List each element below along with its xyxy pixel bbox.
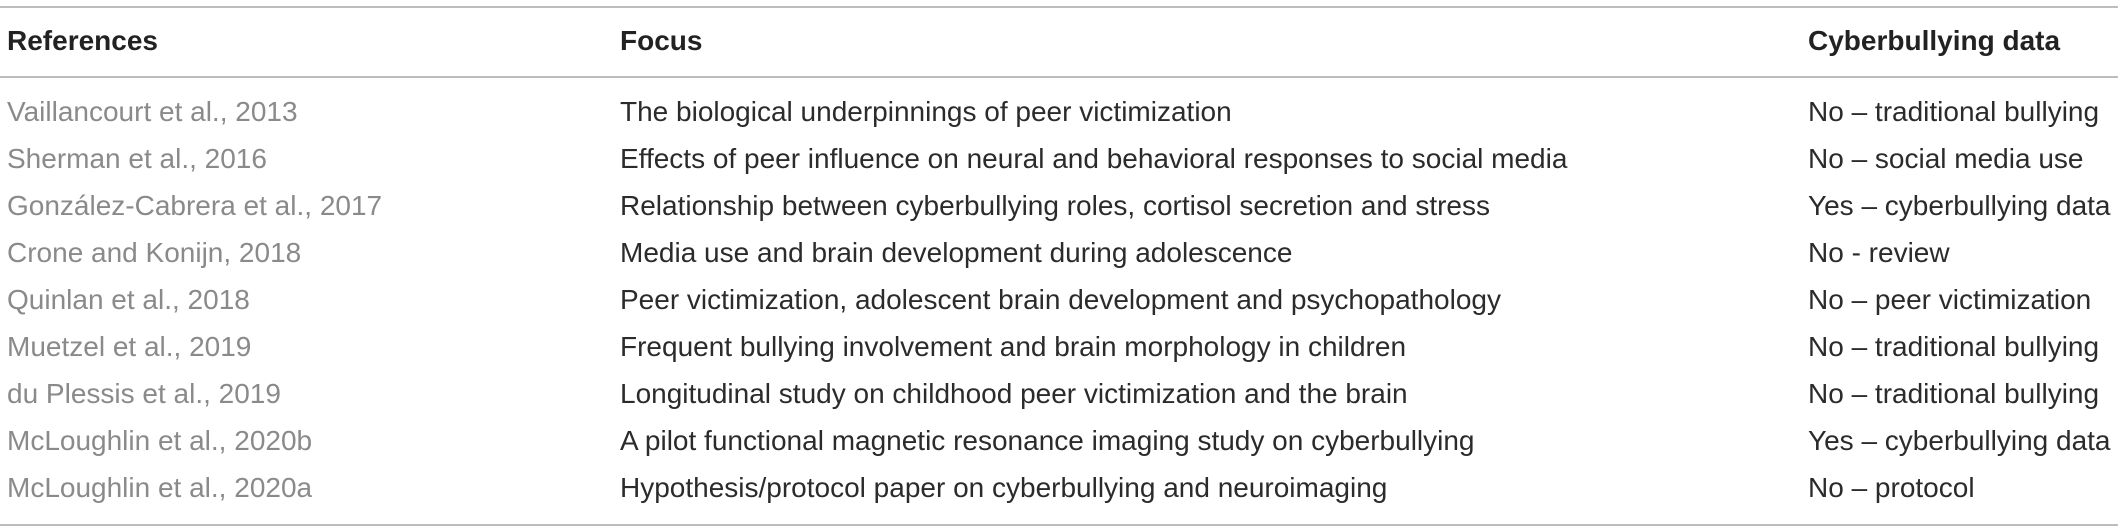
table-row <box>0 229 2118 276</box>
table-row <box>0 182 2118 229</box>
reference-link[interactable]: McLoughlin et al., 2020a <box>7 472 313 503</box>
table-body <box>0 88 2118 511</box>
reference-link[interactable]: Quinlan et al., 2018 <box>7 284 250 315</box>
table-header-rule <box>0 76 2118 78</box>
cyberbullying-cell: No – protocol <box>1808 472 1975 503</box>
focus-cell: Media use and brain development during adolescence <box>620 237 1293 268</box>
reference-link[interactable]: González-Cabrera et al., 2017 <box>7 190 383 221</box>
header-references: References <box>7 25 158 56</box>
cyberbullying-cell: No – traditional bullying <box>1808 378 2100 409</box>
reference-link[interactable]: Vaillancourt et al., 2013 <box>7 96 298 127</box>
focus-cell: A pilot functional magnetic resonance imaging study on cyberbullying <box>620 425 1475 456</box>
table-row <box>0 276 2118 323</box>
focus-cell: Frequent bullying involvement and brain morphology in children <box>620 331 1407 362</box>
focus-cell: Peer victimization, adolescent brain development and psychopathology <box>620 284 1501 315</box>
table-top-rule <box>0 6 2118 8</box>
focus-cell: Relationship between cyberbullying roles, cortisol secretion and stress <box>620 190 1490 221</box>
focus-cell: The biological underpinnings of peer victimization <box>620 96 1232 127</box>
reference-link[interactable]: du Plessis et al., 2019 <box>7 378 281 409</box>
cyberbullying-cell: No – peer victimization <box>1808 284 2092 315</box>
cyberbullying-cell: No – traditional bullying <box>1808 331 2100 362</box>
focus-cell: Longitudinal study on childhood peer victimization and the brain <box>620 378 1408 409</box>
table-bottom-rule <box>0 524 2118 526</box>
reference-link[interactable]: McLoughlin et al., 2020b <box>7 425 313 456</box>
cyberbullying-cell: No - review <box>1808 237 1950 268</box>
focus-cell: Effects of peer influence on neural and behavioral responses to social media <box>620 143 1568 174</box>
header-focus: Focus <box>620 25 703 56</box>
cyberbullying-cell: No – traditional bullying <box>1808 96 2100 127</box>
focus-cell: Hypothesis/protocol paper on cyberbullying and neuroimaging <box>620 472 1388 503</box>
table-header-row <box>0 17 2118 64</box>
cyberbullying-cell: No – social media use <box>1808 143 2084 174</box>
reference-link[interactable]: Sherman et al., 2016 <box>7 143 267 174</box>
cyberbullying-cell: Yes – cyberbullying data <box>1808 190 2111 221</box>
reference-link[interactable]: Muetzel et al., 2019 <box>7 331 252 362</box>
table-row <box>0 370 2118 417</box>
table-row <box>0 135 2118 182</box>
reference-link[interactable]: Crone and Konijn, 2018 <box>7 237 302 268</box>
table-row <box>0 417 2118 464</box>
table-row <box>0 323 2118 370</box>
table-row <box>0 464 2118 511</box>
table-row <box>0 88 2118 135</box>
header-cyberbullying-data: Cyberbullying data <box>1808 25 2061 56</box>
cyberbullying-cell: Yes – cyberbullying data <box>1808 425 2111 456</box>
